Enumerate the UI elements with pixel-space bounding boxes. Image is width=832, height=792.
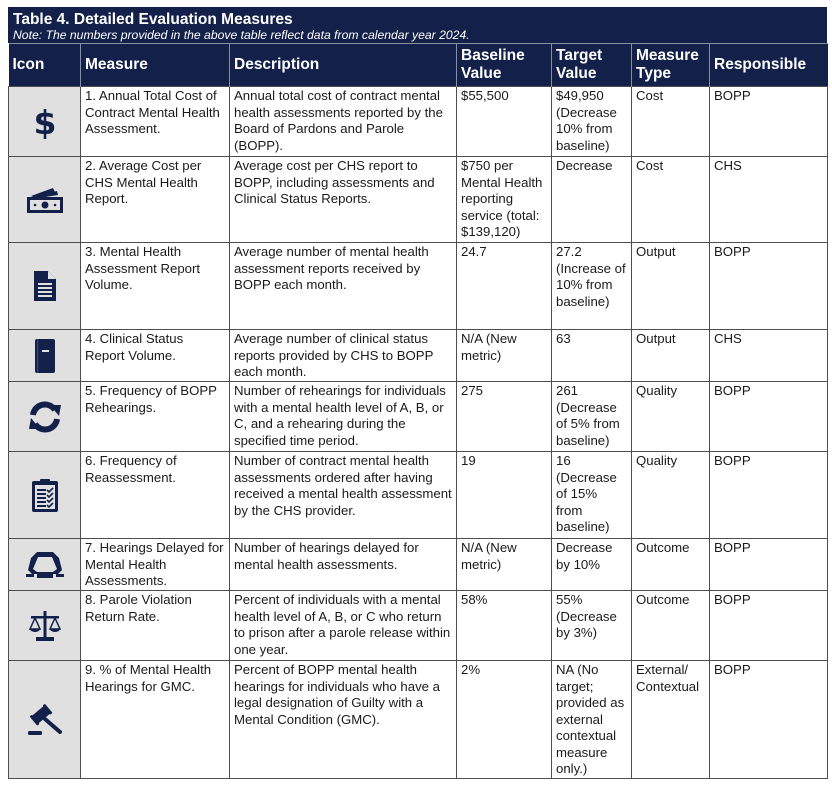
target-cell: 27.2 (Increase of 10% from baseline) <box>552 243 632 330</box>
measure-type-cell: Cost <box>632 87 710 157</box>
measure-cell: 7. Hearings Delayed for Mental Health Assessments. <box>81 539 230 591</box>
responsible-cell: CHS <box>710 157 828 243</box>
responsible-cell: BOPP <box>710 452 828 539</box>
responsible-cell: BOPP <box>710 243 828 330</box>
evaluation-measures-table-container <box>8 7 827 779</box>
refresh-icon <box>25 401 65 433</box>
responsible-cell: BOPP <box>710 87 828 157</box>
icon-cell <box>9 661 81 779</box>
icon-cell <box>9 87 81 157</box>
target-cell: 16 (Decrease of 15% from baseline) <box>552 452 632 539</box>
column-header-baseline: Baseline Value <box>457 44 552 87</box>
target-cell: NA (No target; provided as external contextual measure only.) <box>552 661 632 779</box>
column-header-target: Target Value <box>552 44 632 87</box>
table-row <box>9 330 828 382</box>
measure-type-cell: Output <box>632 330 710 382</box>
target-cell: 261 (Decrease of 5% from baseline) <box>552 382 632 452</box>
baseline-cell: N/A (New metric) <box>457 330 552 382</box>
measure-cell: 8. Parole Violation Return Rate. <box>81 591 230 661</box>
responsible-cell: CHS <box>710 330 828 382</box>
description-cell: Percent of individuals with a mental health level of A, B, or C who return to prison after a parole release within one year. <box>230 591 457 661</box>
target-cell: Decrease by 10% <box>552 539 632 591</box>
icon-cell <box>9 452 81 539</box>
icon-cell <box>9 591 81 661</box>
baseline-cell: 58% <box>457 591 552 661</box>
evaluation-measures-table <box>8 43 828 779</box>
description-cell: Average cost per CHS report to BOPP, including assessments and Clinical Status Reports. <box>230 157 457 243</box>
column-header-icon: Icon <box>9 44 81 87</box>
baseline-cell: 2% <box>457 661 552 779</box>
responsible-cell: BOPP <box>710 539 828 591</box>
icon-cell <box>9 330 81 382</box>
responsible-cell: BOPP <box>710 661 828 779</box>
measure-cell: 3. Mental Health Assessment Report Volume. <box>81 243 230 330</box>
table-row <box>9 661 828 779</box>
icon-cell <box>9 157 81 243</box>
header-row <box>9 44 828 87</box>
measure-cell: 6. Frequency of Reassessment. <box>81 452 230 539</box>
column-header-measure: Measure <box>81 44 230 87</box>
table-caption <box>8 7 827 43</box>
description-cell: Average number of clinical status reports provided by CHS to BOPP each month. <box>230 330 457 382</box>
scales-icon <box>28 609 62 643</box>
measure-cell: 9. % of Mental Health Hearings for GMC. <box>81 661 230 779</box>
clipboard-checklist-icon <box>32 478 58 512</box>
dollar-icon <box>33 104 57 140</box>
table-row <box>9 382 828 452</box>
table-row <box>9 591 828 661</box>
baseline-cell: 275 <box>457 382 552 452</box>
table-row <box>9 452 828 539</box>
column-header-measure-type: Measure Type <box>632 44 710 87</box>
gavel-icon <box>27 703 63 737</box>
svg-text:$: $ <box>33 103 56 140</box>
measure-type-cell: Output <box>632 243 710 330</box>
measure-type-cell: Quality <box>632 382 710 452</box>
column-header-description: Description <box>230 44 457 87</box>
baseline-cell: N/A (New metric) <box>457 539 552 591</box>
measure-cell: 1. Annual Total Cost of Contract Mental Health Assessment. <box>81 87 230 157</box>
icon-cell <box>9 539 81 591</box>
measure-cell: 4. Clinical Status Report Volume. <box>81 330 230 382</box>
baseline-cell: 24.7 <box>457 243 552 330</box>
target-cell: 63 <box>552 330 632 382</box>
table-title: Table 4. Detailed Evaluation Measures <box>13 11 293 28</box>
document-icon <box>33 270 57 302</box>
table-row <box>9 243 828 330</box>
responsible-cell: BOPP <box>710 591 828 661</box>
description-cell: Number of rehearings for individuals with a mental health level of A, B, or C, and a rehearing during the specified time period. <box>230 382 457 452</box>
table-row <box>9 157 828 243</box>
target-cell: $49,950 (Decrease 10% from baseline) <box>552 87 632 157</box>
book-icon <box>35 339 55 373</box>
description-cell: Average number of mental health assessment reports received by BOPP each month. <box>230 243 457 330</box>
icon-cell <box>9 243 81 330</box>
measure-type-cell: External/ Contextual <box>632 661 710 779</box>
baseline-cell: $55,500 <box>457 87 552 157</box>
table-row <box>9 87 828 157</box>
measure-type-cell: Cost <box>632 157 710 243</box>
description-cell: Percent of BOPP mental health hearings for individuals who have a legal designation of Guilty with a Mental Condition (GMC). <box>230 661 457 779</box>
responsible-cell: BOPP <box>710 382 828 452</box>
measure-cell: 5. Frequency of BOPP Rehearings. <box>81 382 230 452</box>
table-note: Note: The numbers provided in the above table reflect data from calendar year 2024. <box>13 28 470 42</box>
description-cell: Annual total cost of contract mental health assessments reported by the Board of Pardons and Parole (BOPP). <box>230 87 457 157</box>
icon-cell <box>9 382 81 452</box>
money-bills-icon <box>25 186 65 214</box>
measure-cell: 2. Average Cost per CHS Mental Health Report. <box>81 157 230 243</box>
table-row <box>9 539 828 591</box>
hearing-chamber-icon <box>25 550 65 580</box>
measure-type-cell: Quality <box>632 452 710 539</box>
column-header-responsible: Responsible <box>710 44 828 87</box>
target-cell: Decrease <box>552 157 632 243</box>
measure-type-cell: Outcome <box>632 591 710 661</box>
baseline-cell: $750 per Mental Health reporting service (total: $139,120) <box>457 157 552 243</box>
baseline-cell: 19 <box>457 452 552 539</box>
measure-type-cell: Outcome <box>632 539 710 591</box>
description-cell: Number of hearings delayed for mental health assessments. <box>230 539 457 591</box>
target-cell: 55% (Decrease by 3%) <box>552 591 632 661</box>
description-cell: Number of contract mental health assessments ordered after having received a mental health assessment by the CHS provider. <box>230 452 457 539</box>
